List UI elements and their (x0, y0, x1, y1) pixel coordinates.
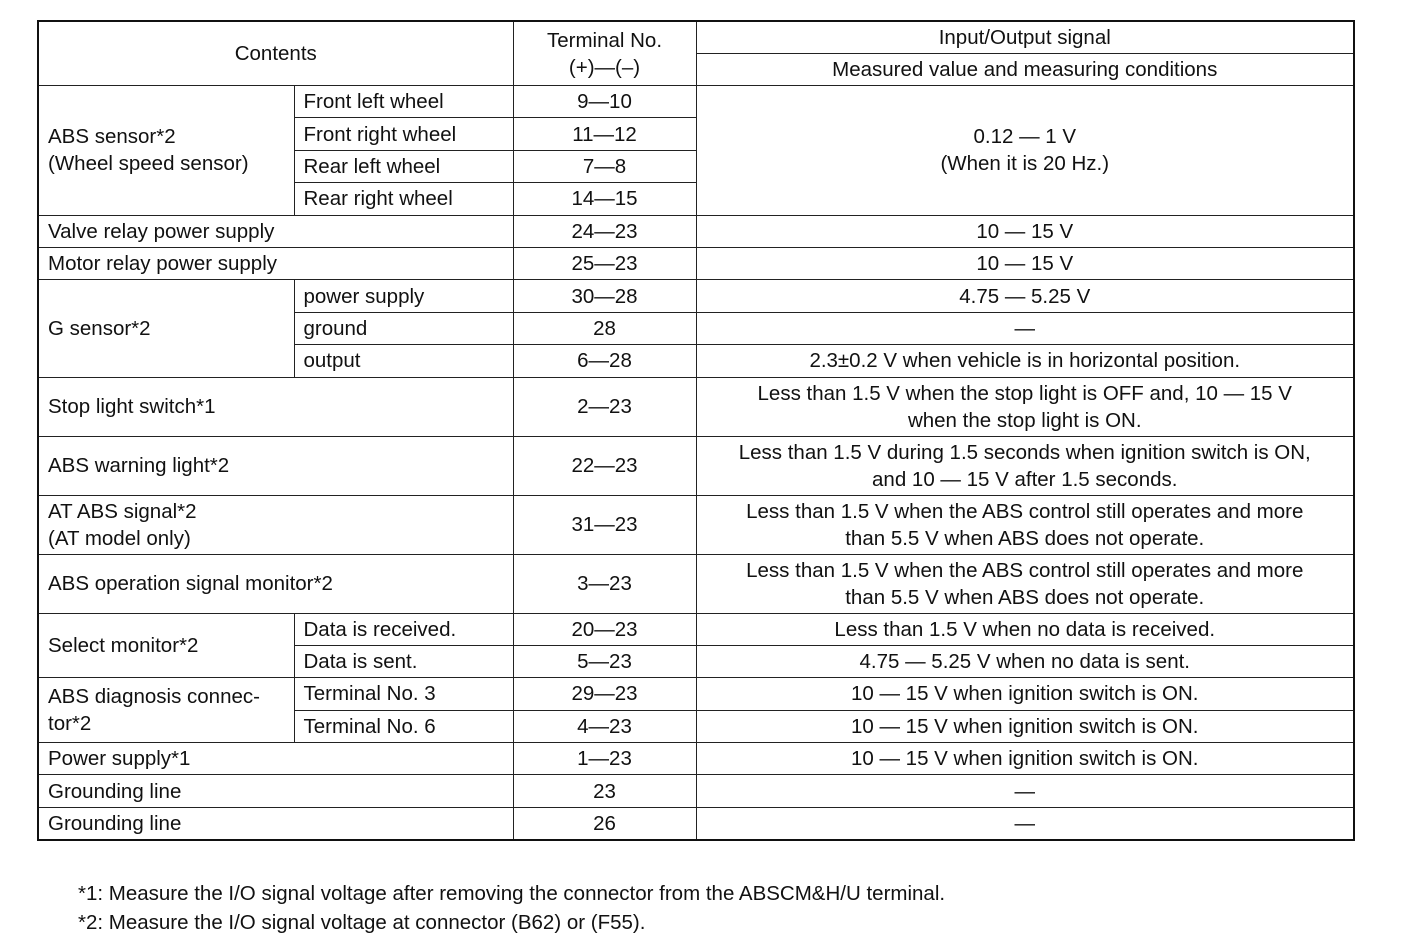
g-sensor-sub: power supply (294, 280, 513, 312)
valve-relay-value: 10 — 15 V (696, 215, 1354, 247)
table-row (38, 495, 1354, 554)
abs-operation-value-line2: than 5.5 V when ABS does not operate. (845, 585, 1205, 609)
stop-light-value-line1: Less than 1.5 V when the stop light is OFF and, 10 — 15 V (757, 381, 1292, 405)
select-monitor-label: Select monitor*2 (38, 613, 294, 678)
g-sensor-sub: ground (294, 312, 513, 344)
valve-relay-terminal: 24—23 (513, 215, 696, 247)
grounding-line-value: — (696, 775, 1354, 807)
g-sensor-sub: output (294, 345, 513, 377)
footnote: *2: Measure the I/O signal voltage at connector (B62) or (F55). (78, 911, 646, 934)
header-contents: Contents (38, 21, 513, 86)
g-sensor-terminal: 28 (513, 312, 696, 344)
abs-diag-label (38, 678, 294, 743)
abs-sensor-sub: Rear right wheel (294, 183, 513, 215)
abs-warning-value-line1: Less than 1.5 V during 1.5 seconds when ignition switch is ON, (738, 440, 1311, 464)
grounding-line-terminal: 26 (513, 807, 696, 840)
table-row (38, 613, 1354, 645)
abs-diag-sub: Terminal No. 3 (294, 678, 513, 710)
abs-operation-value-line1: Less than 1.5 V when the ABS control still operates and more (746, 558, 1304, 582)
table-row (38, 377, 1354, 436)
header-measured: Measured value and measuring conditions (696, 54, 1354, 86)
select-monitor-terminal: 5—23 (513, 645, 696, 677)
abs-sensor-sub: Front left wheel (294, 86, 513, 118)
at-abs-value-line2: than 5.5 V when ABS does not operate. (845, 526, 1205, 550)
abs-sensor-value-line1: 0.12 — 1 V (973, 125, 1077, 149)
table-row (38, 775, 1354, 807)
stop-light-value-line2: when the stop light is ON. (907, 408, 1142, 432)
abs-warning-terminal: 22—23 (513, 436, 696, 495)
abs-sensor-terminal: 9—10 (513, 86, 696, 118)
select-monitor-sub: Data is received. (294, 613, 513, 645)
abs-operation-terminal: 3—23 (513, 554, 696, 613)
g-sensor-value: 4.75 — 5.25 V (696, 280, 1354, 312)
at-abs-value-line1: Less than 1.5 V when the ABS control still operates and more (746, 499, 1304, 523)
table-row (38, 554, 1354, 613)
grounding-line-label: Grounding line (38, 775, 513, 807)
stop-light-value (696, 377, 1354, 436)
abs-sensor-terminal: 7—8 (513, 150, 696, 182)
g-sensor-terminal: 6—28 (513, 345, 696, 377)
select-monitor-value: 4.75 — 5.25 V when no data is sent. (696, 645, 1354, 677)
at-abs-label-line2: (AT model only) (48, 526, 191, 550)
table-row (38, 280, 1354, 312)
table-row (38, 743, 1354, 775)
abs-diag-value: 10 — 15 V when ignition switch is ON. (696, 710, 1354, 742)
stop-light-label: Stop light switch*1 (38, 377, 513, 436)
abs-warning-value-line2: and 10 — 15 V after 1.5 seconds. (872, 467, 1178, 491)
abs-sensor-label-line2: (Wheel speed sensor) (48, 152, 249, 176)
at-abs-label-line1: AT ABS signal*2 (48, 499, 197, 523)
table-row (38, 86, 1354, 118)
table-row (38, 678, 1354, 710)
motor-relay-label: Motor relay power supply (38, 247, 513, 279)
abs-diag-sub: Terminal No. 6 (294, 710, 513, 742)
g-sensor-label: G sensor*2 (38, 280, 294, 377)
header-row (38, 21, 1354, 54)
abs-operation-value (696, 554, 1354, 613)
io-signal-table (37, 20, 1355, 841)
header-terminal (513, 21, 696, 86)
grounding-line-label: Grounding line (38, 807, 513, 840)
abs-sensor-sub: Front right wheel (294, 118, 513, 150)
abs-diag-terminal: 4—23 (513, 710, 696, 742)
abs-sensor-value-line2: (When it is 20 Hz.) (940, 152, 1110, 176)
select-monitor-terminal: 20—23 (513, 613, 696, 645)
power-supply-value: 10 — 15 V when ignition switch is ON. (696, 743, 1354, 775)
abs-diag-value: 10 — 15 V when ignition switch is ON. (696, 678, 1354, 710)
header-terminal-line1: Terminal No. (546, 28, 663, 52)
abs-warning-value (696, 436, 1354, 495)
table-row (38, 247, 1354, 279)
select-monitor-value: Less than 1.5 V when no data is received. (696, 613, 1354, 645)
abs-sensor-sub: Rear left wheel (294, 150, 513, 182)
abs-warning-label: ABS warning light*2 (38, 436, 513, 495)
at-abs-label (38, 495, 513, 554)
at-abs-terminal: 31—23 (513, 495, 696, 554)
abs-diag-label-line2: tor*2 (48, 712, 92, 736)
abs-operation-label: ABS operation signal monitor*2 (38, 554, 513, 613)
header-terminal-line2: (+)—(–) (568, 55, 641, 79)
grounding-line-terminal: 23 (513, 775, 696, 807)
header-io-signal: Input/Output signal (696, 21, 1354, 54)
footnotes (78, 879, 945, 937)
footnote: *1: Measure the I/O signal voltage after removing the connector from the ABSCM&H/U terminal. (78, 882, 946, 905)
at-abs-value (696, 495, 1354, 554)
g-sensor-terminal: 30—28 (513, 280, 696, 312)
motor-relay-value: 10 — 15 V (696, 247, 1354, 279)
table-row (38, 215, 1354, 247)
abs-sensor-label-line1: ABS sensor*2 (48, 125, 176, 149)
abs-sensor-terminal: 14—15 (513, 183, 696, 215)
table-row (38, 436, 1354, 495)
g-sensor-value: 2.3±0.2 V when vehicle is in horizontal position. (696, 345, 1354, 377)
abs-diag-terminal: 29—23 (513, 678, 696, 710)
stop-light-terminal: 2—23 (513, 377, 696, 436)
abs-sensor-label (38, 86, 294, 216)
power-supply-terminal: 1—23 (513, 743, 696, 775)
abs-diag-label-line1: ABS diagnosis connec- (48, 685, 260, 709)
valve-relay-label: Valve relay power supply (38, 215, 513, 247)
g-sensor-value: — (696, 312, 1354, 344)
abs-sensor-value (696, 86, 1354, 216)
abs-sensor-terminal: 11—12 (513, 118, 696, 150)
grounding-line-value: — (696, 807, 1354, 840)
select-monitor-sub: Data is sent. (294, 645, 513, 677)
power-supply-label: Power supply*1 (38, 743, 513, 775)
table-row (38, 807, 1354, 840)
motor-relay-terminal: 25—23 (513, 247, 696, 279)
